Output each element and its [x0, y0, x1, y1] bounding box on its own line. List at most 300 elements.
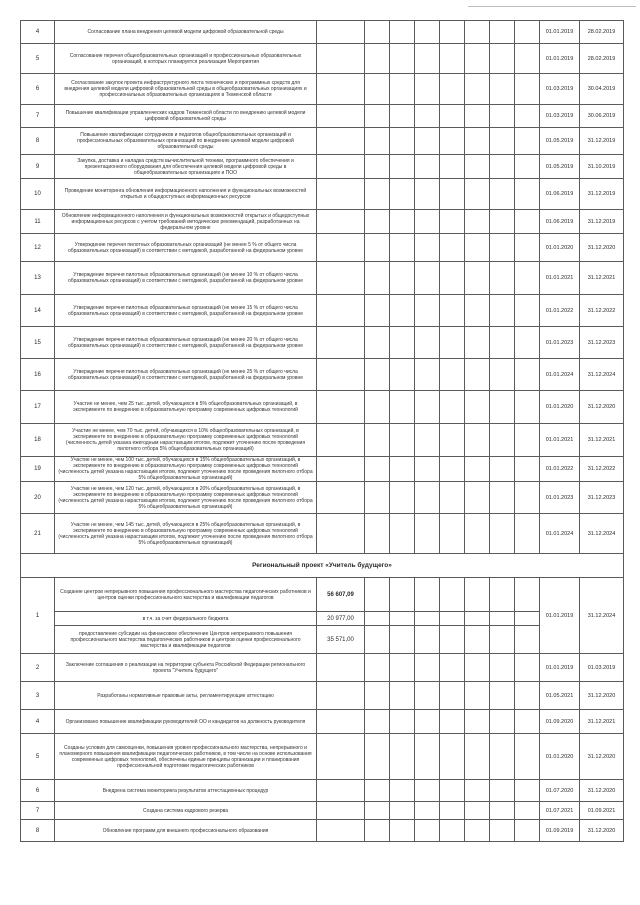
empty-cell	[440, 262, 465, 295]
start-date: 01.01.2019	[540, 44, 580, 74]
empty-cell	[465, 654, 490, 682]
empty-cell	[515, 327, 540, 359]
empty-cell	[317, 234, 365, 262]
empty-cell	[440, 710, 465, 734]
empty-cell	[390, 21, 415, 44]
empty-cell	[390, 710, 415, 734]
table-row	[21, 578, 624, 612]
empty-cell	[515, 482, 540, 514]
empty-cell	[317, 327, 365, 359]
empty-cell	[465, 626, 490, 654]
table-row	[21, 457, 624, 482]
empty-cell	[440, 802, 465, 820]
empty-cell	[490, 780, 515, 802]
empty-cell	[440, 74, 465, 105]
empty-cell	[415, 44, 440, 74]
start-date: 01.01.2024	[540, 514, 580, 554]
empty-cell	[317, 682, 365, 710]
activity-description: Утверждение перечня пилотных образовательных организаций (не менее 15 % от общего числа образовательных организаций) в соответствии с методикой, разработанной на федеральном уровне	[55, 295, 317, 327]
activity-description: Обновление программ для внешнего профессионального образования	[55, 820, 317, 842]
table-row	[21, 710, 624, 734]
end-date: 31.10.2019	[580, 155, 624, 179]
empty-cell	[317, 359, 365, 391]
end-date: 01.09.2021	[580, 802, 624, 820]
empty-cell	[415, 327, 440, 359]
activity-description: Утверждение перечня пилотных образовательных организаций (не менее 10 % от общего числа образовательных организаций) в соответствии с методикой, разработанной на федеральном уровне	[55, 262, 317, 295]
empty-cell	[365, 391, 390, 424]
start-date: 01.06.2019	[540, 179, 580, 210]
table-row	[21, 179, 624, 210]
empty-cell	[440, 578, 465, 612]
start-date: 01.03.2019	[540, 74, 580, 105]
empty-cell	[440, 424, 465, 457]
empty-cell	[365, 780, 390, 802]
empty-cell	[490, 578, 515, 612]
empty-cell	[515, 612, 540, 626]
end-date: 31.12.2022	[580, 295, 624, 327]
end-date: 28.02.2019	[580, 44, 624, 74]
empty-cell	[515, 128, 540, 155]
empty-cell	[390, 74, 415, 105]
empty-cell	[390, 210, 415, 234]
empty-cell	[317, 179, 365, 210]
empty-cell	[515, 359, 540, 391]
empty-cell	[415, 820, 440, 842]
empty-cell	[365, 295, 390, 327]
end-date: 30.04.2019	[580, 74, 624, 105]
empty-cell	[365, 802, 390, 820]
empty-cell	[317, 424, 365, 457]
empty-cell	[490, 612, 515, 626]
empty-cell	[365, 820, 390, 842]
empty-cell	[390, 514, 415, 554]
empty-cell	[515, 734, 540, 780]
empty-cell	[440, 155, 465, 179]
empty-cell	[515, 424, 540, 457]
empty-cell	[365, 210, 390, 234]
activity-description: Участие не менее, чем 120 тыс. детей, обучающихся в 20% общеобразовательных организаций, в эксперименте по внедрению в образовательную программу современных цифровых технологий (численность детей указана нарастающим итогом, подлежит уточнению после проведения пилотного отбора 5% общеобразовательных организаций)	[55, 482, 317, 514]
empty-cell	[440, 780, 465, 802]
table-row	[21, 21, 624, 44]
row-number: 5	[21, 44, 55, 74]
activity-description: Обновление информационного наполнения и функциональных возможностей открытых и общедоступных информационных ресурсов с учетом требований методических рекомендаций, разработанных на федеральном уровне	[55, 210, 317, 234]
activity-description: Закупка, доставка и наладка средств вычислительной техники, программного обеспечения и презентационного оборудования для обеспечения целевой модели цифровой среды в общеобразовательных организациях и ПОО	[55, 155, 317, 179]
empty-cell	[515, 514, 540, 554]
activity-description: Утверждение перечня пилотных образовательных организаций (не менее 5 % от общего числа образовательных организаций) в соответствии с методикой, разработанной на федеральном уровне	[55, 234, 317, 262]
start-date: 01.01.2022	[540, 457, 580, 482]
empty-cell	[317, 391, 365, 424]
empty-cell	[365, 327, 390, 359]
table-row	[21, 155, 624, 179]
empty-cell	[465, 21, 490, 44]
empty-cell	[317, 802, 365, 820]
empty-cell	[390, 578, 415, 612]
row-number: 7	[21, 105, 55, 128]
empty-cell	[365, 626, 390, 654]
empty-cell	[317, 820, 365, 842]
table-row	[21, 734, 624, 780]
empty-cell	[365, 74, 390, 105]
row-number: 9	[21, 155, 55, 179]
empty-cell	[515, 210, 540, 234]
table-row	[21, 74, 624, 105]
row-number: 13	[21, 262, 55, 295]
empty-cell	[415, 457, 440, 482]
row-number: 21	[21, 514, 55, 554]
empty-cell	[317, 105, 365, 128]
empty-cell	[317, 262, 365, 295]
empty-cell	[465, 457, 490, 482]
empty-cell	[465, 234, 490, 262]
empty-cell	[390, 612, 415, 626]
row-number: 1	[21, 578, 55, 654]
empty-cell	[317, 482, 365, 514]
empty-cell	[440, 359, 465, 391]
empty-cell	[390, 626, 415, 654]
empty-cell	[317, 44, 365, 74]
start-date: 01.01.2019	[540, 578, 580, 654]
end-date: 31.12.2020	[580, 234, 624, 262]
empty-cell	[440, 210, 465, 234]
empty-cell	[415, 780, 440, 802]
table-row	[21, 391, 624, 424]
empty-cell	[440, 626, 465, 654]
end-date: 31.12.2020	[580, 682, 624, 710]
empty-cell	[465, 514, 490, 554]
start-date: 01.01.2019	[540, 654, 580, 682]
empty-cell	[465, 710, 490, 734]
end-date: 31.12.2020	[580, 780, 624, 802]
empty-cell	[515, 105, 540, 128]
empty-cell	[415, 391, 440, 424]
empty-cell	[415, 802, 440, 820]
empty-cell	[317, 780, 365, 802]
empty-cell	[490, 626, 515, 654]
end-date: 31.12.2023	[580, 482, 624, 514]
empty-cell	[515, 457, 540, 482]
empty-cell	[317, 710, 365, 734]
end-date: 31.12.2021	[580, 424, 624, 457]
section-header-row	[21, 554, 624, 578]
empty-cell	[317, 514, 365, 554]
empty-cell	[515, 578, 540, 612]
empty-cell	[390, 234, 415, 262]
empty-cell	[440, 128, 465, 155]
end-date: 31.12.2020	[580, 391, 624, 424]
activity-description: Повышение квалификации сотрудников и педагогов общеобразовательных организаций и профессиональных образовательных организаций по внедрению целевой модели цифровой образовательной среды	[55, 128, 317, 155]
start-date: 01.09.2019	[540, 820, 580, 842]
table-row	[21, 105, 624, 128]
table-row	[21, 424, 624, 457]
empty-cell	[365, 514, 390, 554]
empty-cell	[490, 44, 515, 74]
start-date: 01.01.2021	[540, 262, 580, 295]
table-row	[21, 682, 624, 710]
empty-cell	[317, 295, 365, 327]
start-date: 01.07.2020	[540, 780, 580, 802]
end-date: 31.12.2019	[580, 128, 624, 155]
empty-cell	[390, 44, 415, 74]
table-row	[21, 128, 624, 155]
funding-subsidy: 35 571,00	[317, 626, 365, 654]
empty-cell	[365, 457, 390, 482]
empty-cell	[440, 457, 465, 482]
start-date: 01.06.2019	[540, 210, 580, 234]
empty-cell	[440, 514, 465, 554]
empty-cell	[515, 654, 540, 682]
start-date: 01.03.2019	[540, 105, 580, 128]
empty-cell	[415, 21, 440, 44]
empty-cell	[515, 820, 540, 842]
empty-cell	[365, 734, 390, 780]
empty-cell	[490, 391, 515, 424]
table-row	[21, 654, 624, 682]
end-date: 31.12.2024	[580, 578, 624, 654]
empty-cell	[490, 514, 515, 554]
empty-cell	[317, 21, 365, 44]
empty-cell	[365, 682, 390, 710]
empty-cell	[465, 424, 490, 457]
activity-description: Утверждение перечня пилотных образовательных организаций (не менее 20 % от общего числа образовательных организаций) в соответствии с методикой, разработанной на федеральном уровне	[55, 327, 317, 359]
empty-cell	[515, 21, 540, 44]
empty-cell	[490, 128, 515, 155]
start-date: 01.01.2022	[540, 295, 580, 327]
empty-cell	[317, 155, 365, 179]
empty-cell	[365, 578, 390, 612]
empty-cell	[440, 234, 465, 262]
activity-description: Участие не менее, чем 70 тыс. детей, обучающихся в 10% общеобразовательных организаций, в эксперименте по внедрению в образовательную программу современных цифровых технологий (численность детей указана ежегодным нарастающим итогом, подлежит уточнению после проведения пилотного отбора 5% общеобразовательных организаций)	[55, 424, 317, 457]
empty-cell	[465, 128, 490, 155]
row-number: 5	[21, 734, 55, 780]
funding-source-label: в т.ч. за счет федерального бюджета	[55, 612, 317, 626]
empty-cell	[465, 44, 490, 74]
row-number: 8	[21, 820, 55, 842]
empty-cell	[365, 262, 390, 295]
activity-description: Организовано повышение квалификации руководителей ОО и кандидатов на должность руководителя	[55, 710, 317, 734]
empty-cell	[490, 734, 515, 780]
empty-cell	[440, 21, 465, 44]
empty-cell	[465, 262, 490, 295]
empty-cell	[490, 105, 515, 128]
empty-cell	[365, 234, 390, 262]
table-row	[21, 262, 624, 295]
activity-description: Разработаны нормативные правовые акты, регламентирующие аттестацию	[55, 682, 317, 710]
start-date: 01.01.2019	[540, 21, 580, 44]
empty-cell	[440, 327, 465, 359]
end-date: 31.12.2020	[580, 820, 624, 842]
end-date: 31.12.2019	[580, 210, 624, 234]
empty-cell	[317, 210, 365, 234]
empty-cell	[415, 482, 440, 514]
start-date: 01.05.2019	[540, 155, 580, 179]
activity-description: Согласование закупок проекта инфраструктурного листа технических и программных средств для внедрения целевой модели цифровой образовательной среды в общеобразовательных организациях и профессиональных образовательных организациях в Тюменской области	[55, 74, 317, 105]
table-row	[21, 295, 624, 327]
table-row	[21, 514, 624, 554]
empty-cell	[515, 391, 540, 424]
funding-subrow	[21, 626, 624, 654]
activity-description: Участие не менее, чем 25 тыс. детей, обучающихся в 5% общеобразовательных организаций, в эксперименте по внедрению в образовательную программу современных цифровых технологий	[55, 391, 317, 424]
empty-cell	[390, 327, 415, 359]
row-number: 20	[21, 482, 55, 514]
empty-cell	[490, 359, 515, 391]
empty-cell	[415, 682, 440, 710]
row-number: 11	[21, 210, 55, 234]
empty-cell	[515, 44, 540, 74]
empty-cell	[490, 21, 515, 44]
empty-cell	[390, 734, 415, 780]
empty-cell	[515, 234, 540, 262]
row-number: 6	[21, 74, 55, 105]
activity-description: Проведение мониторинга обновления информационного наполнения и функциональных возможностей открытых и общедоступных информационных ресурсов	[55, 179, 317, 210]
empty-cell	[415, 262, 440, 295]
empty-cell	[465, 210, 490, 234]
empty-cell	[365, 359, 390, 391]
empty-cell	[440, 612, 465, 626]
empty-cell	[365, 482, 390, 514]
empty-cell	[465, 578, 490, 612]
empty-cell	[415, 179, 440, 210]
empty-cell	[365, 612, 390, 626]
empty-cell	[490, 234, 515, 262]
activity-description: Утверждение перечня пилотных образовательных организаций (не менее 25 % от общего числа образовательных организаций) в соответствии с методикой, разработанной на федеральном уровне	[55, 359, 317, 391]
start-date: 01.01.2024	[540, 359, 580, 391]
row-number: 17	[21, 391, 55, 424]
section-title: Региональный проект «Учитель будущего»	[21, 554, 624, 578]
empty-cell	[390, 802, 415, 820]
empty-cell	[317, 457, 365, 482]
funding-federal: 20 977,00	[317, 612, 365, 626]
empty-cell	[390, 654, 415, 682]
start-date: 01.01.2023	[540, 327, 580, 359]
start-date: 01.05.2019	[540, 128, 580, 155]
empty-cell	[515, 155, 540, 179]
empty-cell	[415, 105, 440, 128]
table-row	[21, 802, 624, 820]
empty-cell	[490, 457, 515, 482]
funding-total: 56 607,09	[317, 578, 365, 612]
start-date: 01.01.2020	[540, 391, 580, 424]
start-date: 01.01.2021	[540, 424, 580, 457]
row-number: 6	[21, 780, 55, 802]
empty-cell	[490, 295, 515, 327]
table-row	[21, 820, 624, 842]
empty-cell	[415, 424, 440, 457]
empty-cell	[317, 74, 365, 105]
row-number: 16	[21, 359, 55, 391]
start-date: 01.01.2023	[540, 482, 580, 514]
empty-cell	[490, 210, 515, 234]
activity-description: Повышение квалификации управленческих кадров Тюменской области по внедрению целевой модели цифровой образовательной среды	[55, 105, 317, 128]
empty-cell	[390, 105, 415, 128]
empty-cell	[440, 44, 465, 74]
end-date: 31.12.2019	[580, 179, 624, 210]
empty-cell	[365, 105, 390, 128]
empty-cell	[465, 802, 490, 820]
empty-cell	[317, 654, 365, 682]
empty-cell	[440, 482, 465, 514]
end-date: 31.12.2021	[580, 262, 624, 295]
empty-cell	[465, 820, 490, 842]
empty-cell	[415, 710, 440, 734]
empty-cell	[465, 482, 490, 514]
empty-cell	[490, 74, 515, 105]
empty-cell	[515, 780, 540, 802]
row-number: 14	[21, 295, 55, 327]
empty-cell	[490, 482, 515, 514]
empty-cell	[440, 820, 465, 842]
activity-description: Создание центров непрерывного повышения профессионального мастерства педагогических работников и центров оценки профессионального мастерства и квалификации педагогов	[55, 578, 317, 612]
end-date: 31.12.2021	[580, 710, 624, 734]
row-number: 10	[21, 179, 55, 210]
funding-subrow	[21, 612, 624, 626]
empty-cell	[390, 391, 415, 424]
empty-cell	[365, 21, 390, 44]
empty-cell	[490, 710, 515, 734]
end-date: 01.03.2019	[580, 654, 624, 682]
empty-cell	[415, 734, 440, 780]
activities-table	[20, 20, 624, 842]
empty-cell	[515, 295, 540, 327]
row-number: 3	[21, 682, 55, 710]
row-number: 12	[21, 234, 55, 262]
empty-cell	[390, 179, 415, 210]
empty-cell	[465, 105, 490, 128]
empty-cell	[515, 626, 540, 654]
activity-description: Внедрена система мониторинга результатов аттестационных процедур	[55, 780, 317, 802]
empty-cell	[390, 295, 415, 327]
empty-cell	[390, 457, 415, 482]
empty-cell	[365, 654, 390, 682]
table-row	[21, 780, 624, 802]
empty-cell	[490, 424, 515, 457]
empty-cell	[465, 74, 490, 105]
empty-cell	[465, 359, 490, 391]
table-row	[21, 359, 624, 391]
empty-cell	[515, 179, 540, 210]
activity-description: Согласование перечня общеобразовательных организаций и профессиональных образовательных организаций, в которых планируется реализация Мероприятия	[55, 44, 317, 74]
row-number: 18	[21, 424, 55, 457]
start-date: 01.09.2020	[540, 710, 580, 734]
empty-cell	[465, 391, 490, 424]
empty-cell	[465, 155, 490, 179]
empty-cell	[465, 682, 490, 710]
empty-cell	[440, 179, 465, 210]
empty-cell	[465, 780, 490, 802]
empty-cell	[465, 179, 490, 210]
empty-cell	[390, 424, 415, 457]
empty-cell	[390, 359, 415, 391]
empty-cell	[515, 802, 540, 820]
empty-cell	[415, 210, 440, 234]
empty-cell	[390, 682, 415, 710]
empty-cell	[390, 262, 415, 295]
empty-cell	[490, 155, 515, 179]
start-date: 01.07.2021	[540, 802, 580, 820]
end-date: 28.02.2019	[580, 21, 624, 44]
row-number: 15	[21, 327, 55, 359]
empty-cell	[390, 780, 415, 802]
row-number: 8	[21, 128, 55, 155]
end-date: 31.12.2023	[580, 327, 624, 359]
empty-cell	[390, 482, 415, 514]
end-date: 31.12.2020	[580, 734, 624, 780]
empty-cell	[415, 295, 440, 327]
empty-cell	[365, 155, 390, 179]
activity-description: Участие не менее, чем 100 тыс. детей, обучающихся в 15% общеобразовательных организаций, в эксперименте по внедрению в образовательную программу современных цифровых технологий (численность детей указана нарастающим итогом, подлежит уточнению после проведения пилотного отбора 5% общеобразовательных организаций)	[55, 457, 317, 482]
row-number: 4	[21, 710, 55, 734]
empty-cell	[490, 262, 515, 295]
empty-cell	[515, 682, 540, 710]
